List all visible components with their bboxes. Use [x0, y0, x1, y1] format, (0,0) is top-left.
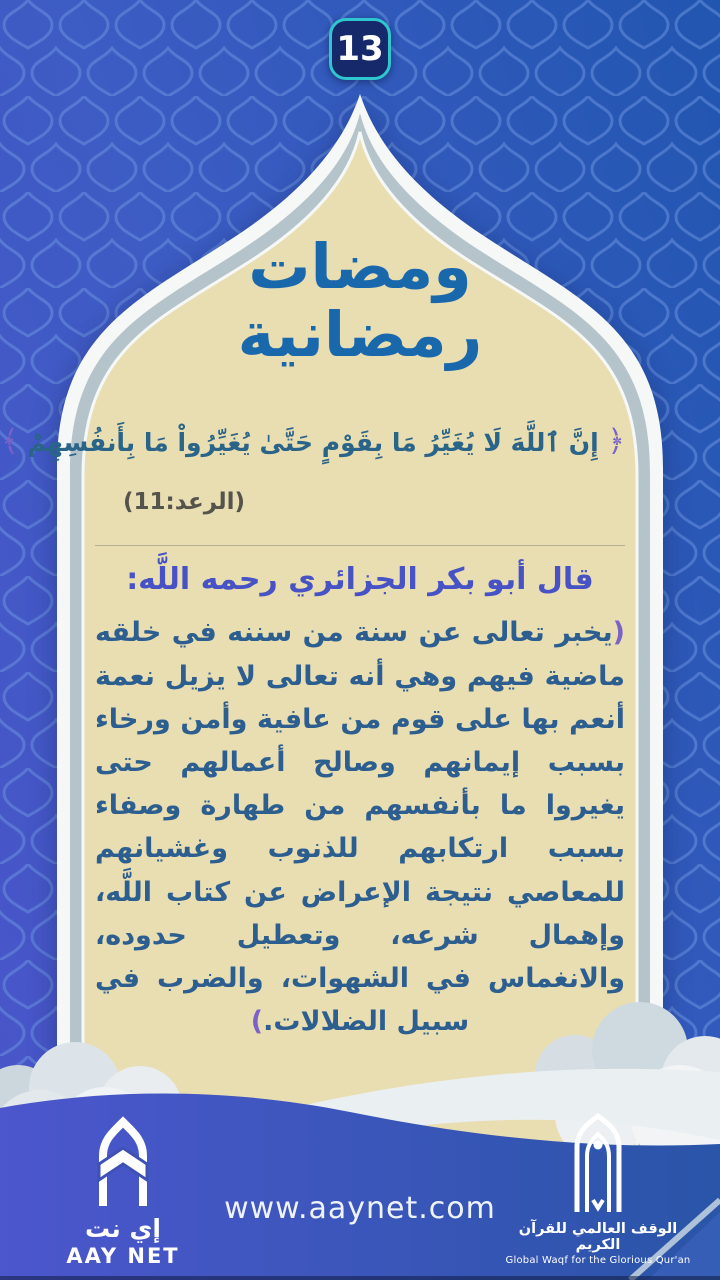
aaynet-arabic-name: إي نت — [84, 1214, 162, 1243]
bottom-edge-strip — [0, 1276, 720, 1280]
quote-open-paren: ( — [612, 617, 625, 649]
quote-text: يخبر تعالى عن سنة من سننه في خلقه ماضية فيهم وهي أنه تعالى لا يزيل نعمة أنعم بها على قوم من عافية وأمن ورخاء بسبب إيمانهم وصالح أعمالهم حتى يغيروا ما بأنفسهم من طهارة وصفاء بسبب ارتكابهم للذنوب وغشيانهم للمعاصي نتيجة الإعراض عن كتاب اللَّه، وإهمال شرعه، وتعطيل حدوده، والانغماس في الشهوات، والضرب في سبيل الضلالات. — [95, 617, 625, 1038]
badge-number: 13 — [336, 29, 384, 69]
quote-body — [95, 611, 625, 1043]
page-title — [95, 230, 625, 372]
verse-text: إِنَّ ٱللَّهَ لَا يُغَيِّرُ مَا بِقَوْمٍ حَتَّىٰ يُغَيِّرُواْ مَا بِأَنفُسِهِمْ — [27, 428, 599, 458]
website-url: www.aaynet.com — [224, 1191, 496, 1226]
poster-content — [1, 230, 625, 1043]
waqf-english-name: Global Waqf for the Glorious Qur'an — [505, 1255, 691, 1266]
waqf-arabic-name: الوقف العالمي للقرآن الكريم — [518, 1221, 678, 1253]
quran-verse — [1, 421, 625, 463]
ornate-bracket-close: ﴾ — [1, 424, 19, 460]
quote-close-paren: ) — [250, 1006, 264, 1038]
ornate-bracket-open: ﴿ — [607, 424, 625, 460]
waqf-logo — [498, 1112, 698, 1266]
number-badge — [329, 18, 391, 80]
title-line-2: رمضانية — [237, 298, 483, 372]
waqf-mosque-arch-icon — [567, 1112, 629, 1214]
verse-reference: (الرعد:11) — [123, 489, 246, 516]
title-line-1: ومضات — [248, 230, 472, 303]
aaynet-latin-name: AAY NET — [66, 1244, 180, 1268]
divider-line — [95, 545, 625, 546]
quote-heading: قال أبو بكر الجزائري رحمه اللَّه: — [126, 562, 594, 598]
